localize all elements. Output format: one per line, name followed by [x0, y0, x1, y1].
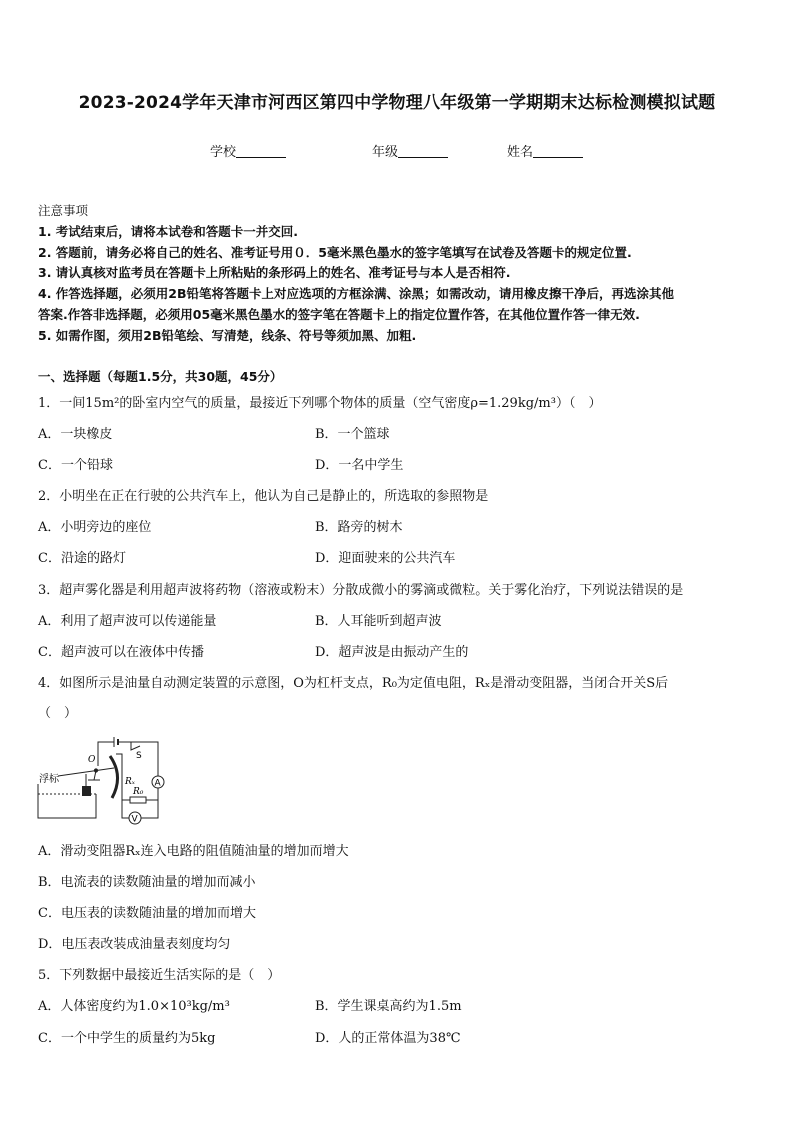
school-field [210, 141, 286, 160]
grade-blank [398, 143, 448, 158]
note-item: 4. 作答选择题，必须用2B铅笔将答题卡上对应选项的方框涂满、涂黑；如需改动，请用橡皮擦干净后，再选涂其他 [38, 286, 675, 301]
q5-option-d: D．人的正常体温为38℃ [315, 1031, 461, 1046]
q5-option-b: B．学生课桌高约为1.5m [315, 999, 462, 1014]
q2-option-c: C．沿途的路灯 [38, 551, 126, 566]
q2-option-a: A．小明旁边的座位 [38, 520, 152, 535]
voltmeter-label: V [131, 814, 138, 825]
q4-option-d: D．电压表改装成油量表刻度均匀 [38, 937, 231, 952]
ammeter-label: A [154, 778, 161, 789]
switch-label: S [136, 751, 142, 761]
question-2-stem: 2．小明坐在正在行驶的公共汽车上，他认为自己是静止的，所选取的参照物是 [38, 489, 489, 504]
note-item: 5. 如需作图，须用2B铅笔绘、写清楚，线条、符号等须加黑、加粗. [38, 328, 417, 343]
section-heading: 一、选择题（每题1.5分，共30题，45分） [38, 369, 283, 384]
q2-option-d: D．迎面驶来的公共汽车 [315, 551, 456, 566]
q3-option-c: C．超声波可以在液体中传播 [38, 645, 204, 660]
q1-option-c: C．一个铅球 [38, 458, 113, 473]
q3-option-d: D．超声波是由振动产生的 [315, 645, 469, 660]
note-item: 2. 答题前，请务必将自己的姓名、准考证号用０．5毫米黑色墨水的签字笔填写在试卷及答题卡的规定位置. [38, 245, 632, 260]
question-5-stem: 5．下列数据中最接近生活实际的是（ ） [38, 968, 281, 983]
q4-option-b: B．电流表的读数随油量的增加而减小 [38, 875, 256, 890]
school-label: 学校 [210, 145, 237, 160]
oil-gauge-circuit-diagram [36, 736, 172, 826]
r0-label: R₀ [133, 787, 144, 797]
q1-option-d: D．一名中学生 [315, 458, 404, 473]
q4-option-a: A．滑动变阻器Rₓ连入电路的阻值随油量的增加而增大 [38, 844, 349, 859]
question-4-stem: 4．如图所示是油量自动测定装置的示意图，O为杠杆支点，R₀为定值电阻，Rₓ是滑动变阻器，当闭合开关S后 [38, 676, 669, 691]
school-blank [236, 143, 286, 158]
q1-option-b: B．一个篮球 [315, 427, 390, 442]
name-field [507, 141, 583, 160]
q1-option-a: A．一块橡皮 [38, 427, 113, 442]
grade-field [372, 141, 448, 160]
name-blank [533, 143, 583, 158]
note-item: 答案.作答非选择题，必须用05毫米黑色墨水的签字笔在答题卡上的指定位置作答，在其他位置作答一律无效. [38, 307, 640, 322]
question-4-stem-cont: （ ） [38, 706, 78, 721]
rx-label: Rₓ [125, 777, 135, 787]
name-label: 姓名 [507, 145, 534, 160]
q5-option-a: A．人体密度约为1.0×10³kg/m³ [38, 999, 230, 1014]
pivot-label: O [88, 755, 96, 765]
q4-option-c: C．电压表的读数随油量的增加而增大 [38, 906, 256, 921]
exam-title: 2023-2024学年天津市河西区第四中学物理八年级第一学期期末达标检测模拟试题 [78, 93, 716, 113]
q5-option-c: C．一个中学生的质量约为5kg [38, 1031, 216, 1046]
notes-heading: 注意事项 [38, 203, 89, 218]
question-1-stem: 1．一间15m²的卧室内空气的质量，最接近下列哪个物体的质量（空气密度ρ=1.29kg/m³）（ ） [38, 396, 602, 411]
student-info-row [0, 141, 794, 159]
note-item: 1. 考试结束后，请将本试卷和答题卡一并交回. [38, 224, 299, 239]
q3-option-b: B．人耳能听到超声波 [315, 614, 442, 629]
q2-option-b: B．路旁的树木 [315, 520, 403, 535]
float-label: 浮标 [39, 774, 59, 785]
grade-label: 年级 [372, 145, 399, 160]
q3-option-a: A．利用了超声波可以传递能量 [38, 614, 217, 629]
question-3-stem: 3．超声雾化器是利用超声波将药物（溶液或粉末）分散成微小的雾滴或微粒。关于雾化治疗，下列说法错误的是 [38, 583, 684, 598]
note-item: 3. 请认真核对监考员在答题卡上所粘贴的条形码上的姓名、准考证号与本人是否相符. [38, 265, 511, 280]
float-block [82, 786, 91, 796]
